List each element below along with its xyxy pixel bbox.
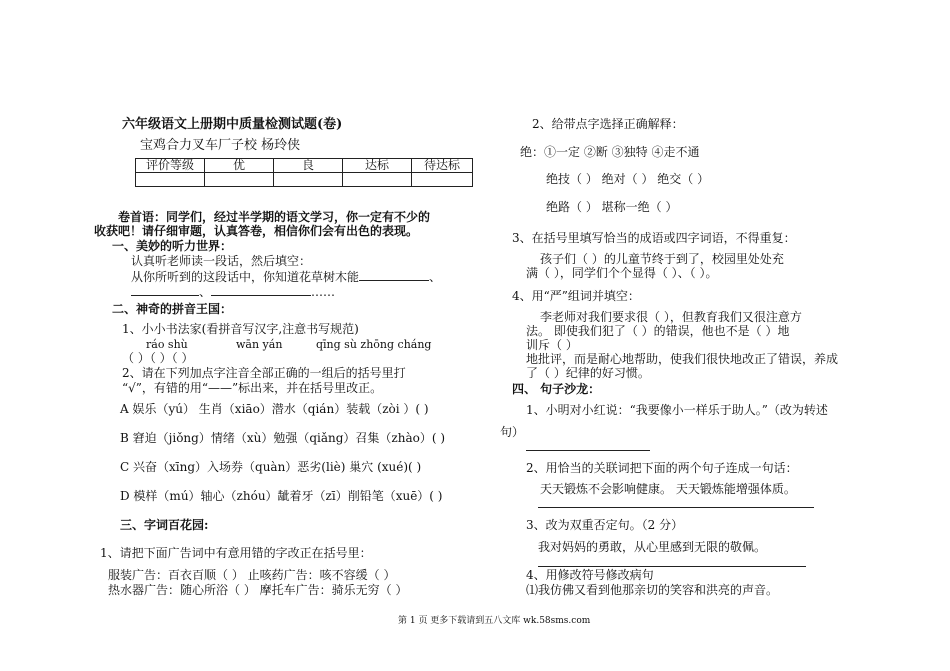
- sec1-sep: 、: [199, 285, 212, 299]
- pinyin-3: qīng sù zhōng cháng: [316, 338, 432, 351]
- eval-cell: [205, 173, 274, 187]
- answer-line[interactable]: [538, 566, 806, 567]
- s2-prompt: 2、用恰当的关联词把下面的两个句子连成一句话：: [526, 461, 798, 475]
- option-d[interactable]: D 模样（mú）轴心（zhóu）龇着牙（zī）削铅笔（xuē）( ): [120, 489, 443, 503]
- option-a[interactable]: A 娱乐（yú） 生肖（xiāo）潜水（qián）装载（zòi ）( ): [120, 402, 429, 416]
- intro-line-1: 卷首语：同学们，经过半学期的语文学习，你一定有不少的: [118, 210, 431, 224]
- blank-field[interactable]: [131, 283, 199, 296]
- right-q3: 3、在括号里填写恰当的成语或四字词语，不得重复：: [512, 231, 796, 245]
- sec2-q2-line-1: 2、请在下列加点字注音全部正确的一组后的括号里打: [122, 366, 406, 380]
- eval-header-2: 良: [274, 159, 343, 173]
- s2-sentences: 天天锻炼不会影响健康。 天天锻炼能增强体质。: [540, 482, 796, 496]
- sec1-line-2-text: 从你所听到的这段话中，你知道花草树木能: [131, 270, 360, 284]
- section-2-heading: 二、神奇的拼音王国：: [112, 302, 233, 316]
- option-c[interactable]: C 兴奋（xīng）入场券（quàn）恶劣(liè) 巢穴 (xué)( ): [120, 460, 422, 474]
- page-footer: 第 1 页 更多下载请到五八文库 wk.58sms.com: [398, 616, 591, 626]
- eval-header-4: 待达标: [412, 159, 473, 173]
- q4-line-1[interactable]: 李老师对我们要求很（ ），但教育我们又很注意方: [540, 310, 802, 324]
- page-title: 六年级语文上册期中质量检测试题(卷): [122, 117, 343, 132]
- sec3-q1: 1、请把下面广告词中有意用错的字改正在括号里：: [100, 546, 372, 560]
- eval-cell: [343, 173, 412, 187]
- q4-line-3[interactable]: 训斥（ ）: [526, 338, 578, 352]
- eval-cell: [136, 173, 205, 187]
- sec1-ellipsis: ……: [311, 285, 336, 299]
- q3-line-1[interactable]: 孩子们（ ）的儿童节终于到了，校园里处处充: [540, 252, 784, 266]
- section-1-heading: 一、美妙的听力世界：: [112, 239, 233, 253]
- right-q4: 4、用“严”组词并填空：: [512, 289, 640, 303]
- eval-header-1: 优: [205, 159, 274, 173]
- s3-sentence: 我对妈妈的勇敢，从心里感到无限的敬佩。: [538, 540, 767, 554]
- intro-line-2: 收获吧！请仔细审题，认真答卷，相信你们会有出色的表现。: [94, 224, 419, 238]
- sec2-q1: 1、小小书法家(看拼音写汉字,注意书写规范): [122, 322, 359, 336]
- eval-cell: [274, 173, 343, 187]
- s4-sentence: ⑴我仿佛又看到他那亲切的笑容和洪亮的声音。: [526, 583, 779, 597]
- s1-line-1: 1、小明对小红说：“我要像小一样乐于助人。”（改为转述: [526, 403, 828, 417]
- section-3-heading: 三、字词百花园:: [120, 518, 209, 532]
- blank-field[interactable]: [211, 283, 311, 296]
- q4-line-2[interactable]: 法。 即使我们犯了（ ）的错误，他也不是（ ）地: [526, 324, 790, 338]
- eval-cell: [412, 173, 473, 187]
- sec1-line-3: [131, 283, 335, 300]
- pinyin-1: ráo shù: [146, 338, 188, 351]
- sec1-line-1: 认真听老师读一段话，然后填空：: [131, 254, 312, 268]
- pinyin-2: wān yán: [236, 338, 283, 351]
- s3-prompt: 3、改为双重否定句。（2 分）: [526, 518, 684, 532]
- ad-line-2: 热水器广告：随心所浴（ ） 摩托车广告：骑乐无穷（ ）: [108, 583, 408, 597]
- sec1-sep: 、: [429, 270, 442, 284]
- eval-header-3: 达标: [343, 159, 412, 173]
- q4-line-5[interactable]: 了（ ）纪律的好习惯。: [526, 366, 650, 380]
- s4-prompt: 4、用修改符号修改病句: [526, 568, 654, 582]
- option-b[interactable]: B 窘迫（jiǒng）情绪（xù）勉强（qiǎng）召集（zhào）( ): [120, 431, 446, 445]
- answer-line[interactable]: [526, 450, 650, 451]
- section-4-heading: 四、 句子沙龙：: [512, 382, 601, 396]
- jue-definitions: 绝：①一定 ②断 ③独特 ④走不通: [520, 145, 700, 159]
- right-q2: 2、给带点字选择正确解释：: [532, 117, 684, 131]
- evaluation-table: [135, 158, 473, 187]
- q3-line-2[interactable]: 满（ ），同学们个个显得（ ）、（ ）。: [526, 266, 718, 280]
- s1-line-2: 句）: [500, 425, 525, 439]
- blank-field[interactable]: [359, 268, 429, 281]
- jue-items-1[interactable]: 绝技（ ） 绝对（ ） 绝交（ ）: [546, 172, 710, 186]
- school-author: 宝鸡合力叉车厂子校 杨玲侠: [140, 138, 301, 153]
- q4-line-4: 地批评，而是耐心地帮助，使我们很快地改正了错误，养成: [526, 352, 839, 366]
- eval-header-0: 评价等级: [136, 159, 205, 173]
- ad-line-1: 服装广告：百衣百顺（ ） 止咳药广告：咳不容缓（ ）: [108, 568, 396, 582]
- answer-line[interactable]: [538, 507, 814, 508]
- jue-items-2[interactable]: 绝路（ ） 堪称一绝（ ）: [546, 200, 678, 214]
- sec2-q2-line-2: “√”，有错的用“——”标出来，并在括号里改正。: [122, 381, 383, 395]
- pinyin-answer-brackets[interactable]: （ ）（ ）（ ）: [122, 351, 194, 365]
